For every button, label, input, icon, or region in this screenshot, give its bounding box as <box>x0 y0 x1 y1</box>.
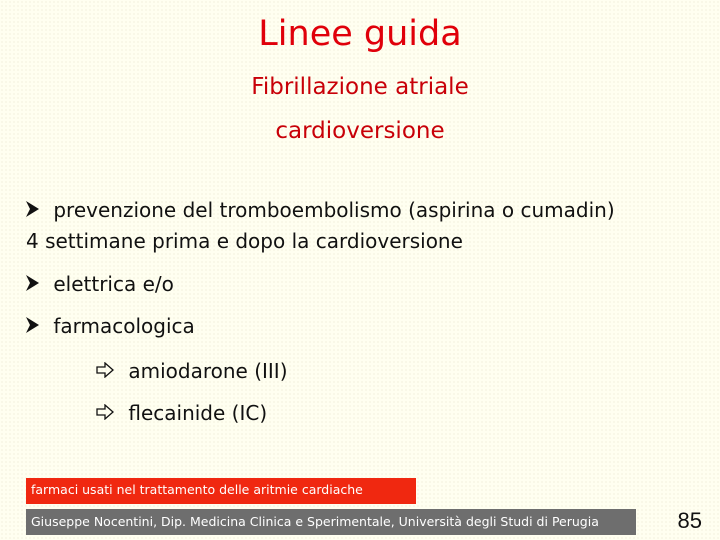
hollow-arrow-icon <box>96 401 120 425</box>
bullet-prevention-continuation: 4 settimane prima e dopo la cardioversione <box>26 229 463 253</box>
slide-subtitle-topic: Fibrillazione atriale <box>251 74 469 100</box>
bullet-prevention <box>26 198 615 222</box>
footer-author-bar: Giuseppe Nocentini, Dip. Medicina Clinica e Sperimentale, Università degli Studi di Perugia <box>26 509 636 535</box>
arrowhead-bullet-icon <box>26 198 45 222</box>
sub-bullet-amiodarone-text: amiodarone (III) <box>128 359 288 383</box>
sub-bullet-flecainide <box>96 401 267 425</box>
slide-title: Linee guida <box>258 14 462 54</box>
sub-bullet-flecainide-text: flecainide (IC) <box>128 401 268 425</box>
hollow-arrow-icon <box>96 359 120 383</box>
bullet-pharmacological-text: farmacologica <box>53 314 195 338</box>
arrowhead-bullet-icon <box>26 314 45 338</box>
bullet-pharmacological <box>26 314 195 338</box>
section-caption-bar: farmaci usati nel trattamento delle aritmie cardiache <box>26 478 416 504</box>
sub-bullet-amiodarone <box>96 359 288 383</box>
slide-subtitle-procedure: cardioversione <box>275 118 445 144</box>
bullet-prevention-text: prevenzione del tromboembolismo (aspirina o cumadin) <box>53 198 615 222</box>
bullet-electrical-text: elettrica e/o <box>53 272 174 296</box>
bullet-electrical <box>26 272 174 296</box>
page-number: 85 <box>677 508 702 533</box>
arrowhead-bullet-icon <box>26 272 45 296</box>
